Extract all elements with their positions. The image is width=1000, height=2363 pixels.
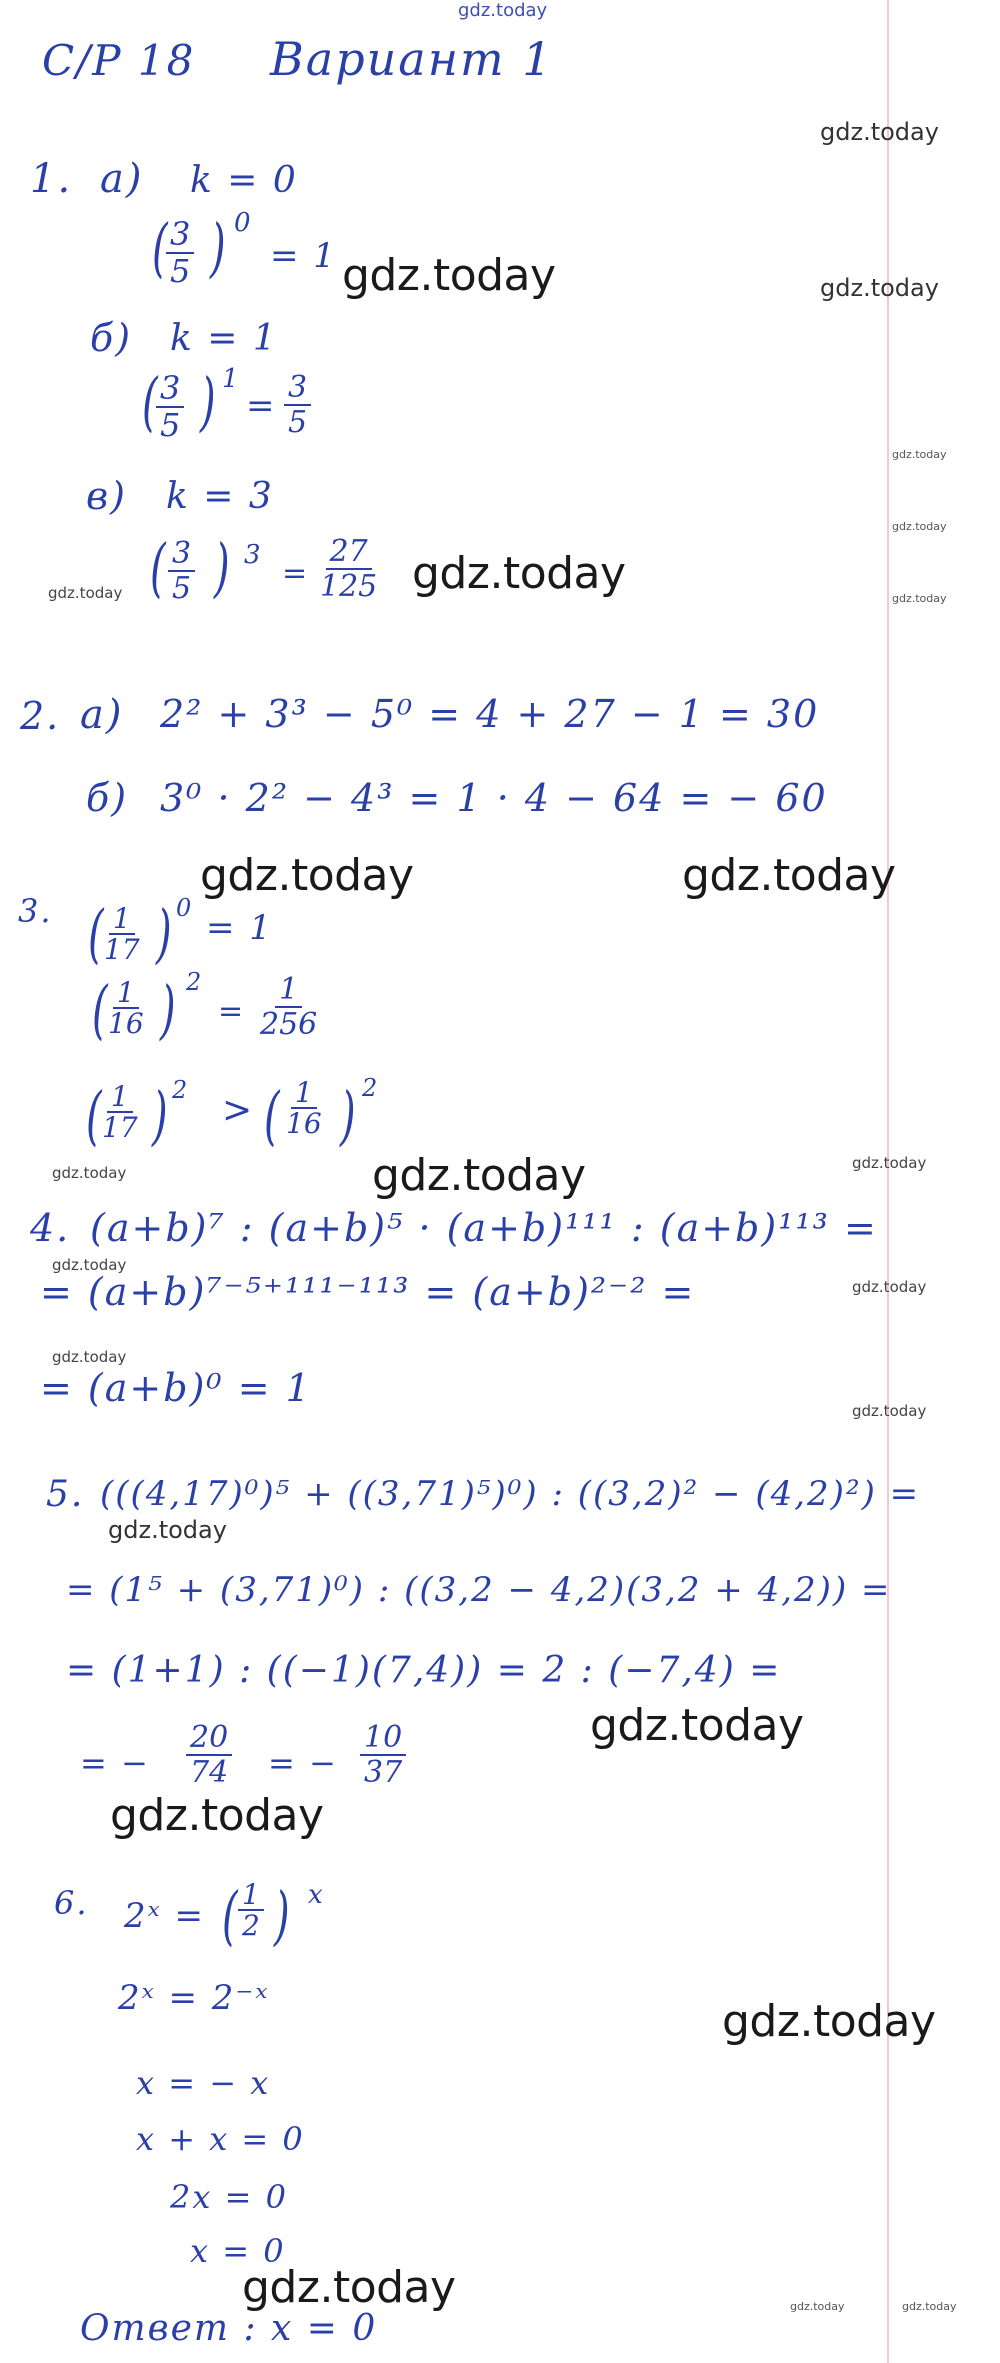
watermark-9: gdz.today xyxy=(200,850,414,901)
task1c-denominator: 5 xyxy=(172,570,192,606)
watermark-6: gdz.today xyxy=(48,584,123,602)
task3-l3-right-exponent: 2 xyxy=(362,1074,378,1102)
watermark-22: gdz.today xyxy=(242,2262,456,2313)
task6-line1-lhs: 2ˣ = xyxy=(124,1896,205,1936)
task1-number: 1. xyxy=(30,156,73,202)
watermark-13: gdz.today xyxy=(852,1154,927,1172)
watermark-top: gdz.today xyxy=(458,0,548,21)
task3-l1-fraction xyxy=(100,904,144,966)
task3-l1-denominator: 17 xyxy=(104,933,140,967)
task6-denominator: 2 xyxy=(242,1909,260,1943)
task1c-paren-open: ( xyxy=(150,532,166,606)
task1b-denominator: 5 xyxy=(160,405,181,444)
task1b-condition: k = 1 xyxy=(170,318,278,359)
task1b-numerator: 3 xyxy=(156,372,184,408)
task5-fraction-1-numerator: 20 xyxy=(186,1722,232,1756)
watermark-20: gdz.today xyxy=(110,1790,324,1841)
task1b-exponent: 1 xyxy=(222,364,239,394)
watermark-15: gdz.today xyxy=(852,1278,927,1296)
task2b-label: б) xyxy=(86,776,129,820)
watermark-7: gdz.today xyxy=(412,548,626,599)
task6-paren-open: ( xyxy=(222,1880,238,1954)
watermark-19: gdz.today xyxy=(590,1700,804,1751)
task5-number: 5. xyxy=(46,1474,85,1515)
task5-eq1: = − xyxy=(80,1744,150,1782)
task2-number: 2. xyxy=(20,694,61,738)
task1b-result-denominator: 5 xyxy=(288,404,308,440)
watermark-14: gdz.today xyxy=(52,1256,127,1274)
task5-line2: = (1⁵ + (3,71)⁰) : ((3,2 − 4,2)(3,2 + 4,2)) = xyxy=(66,1570,892,1610)
watermark-10: gdz.today xyxy=(682,850,896,901)
task4-line1: (a+b)⁷ : (a+b)⁵ · (a+b)¹¹¹ : (a+b)¹¹³ = xyxy=(90,1206,878,1250)
task3-l1-paren-close: ) xyxy=(156,898,172,972)
task1a-paren-open: ( xyxy=(152,212,168,286)
task3-l3-left-denominator: 17 xyxy=(102,1111,138,1145)
task3-l1-result: = 1 xyxy=(206,908,273,948)
task1a-denominator: 5 xyxy=(170,251,191,290)
task1c-exponent: 3 xyxy=(244,540,261,570)
task6-number: 6. xyxy=(54,1884,89,1922)
task1a-exponent: 0 xyxy=(234,208,251,238)
task3-l2-numerator: 1 xyxy=(113,978,139,1009)
task3-l1-numerator: 1 xyxy=(109,904,135,935)
task6-fraction xyxy=(238,1880,264,1942)
task5-line1: (((4,17)⁰)⁵ + ((3,71)⁵)⁰) : ((3,2)² − (4,2)²) = xyxy=(100,1474,921,1514)
watermark-11: gdz.today xyxy=(52,1164,127,1182)
task3-l2-result-denominator: 256 xyxy=(260,1006,318,1042)
task1b-paren-open: ( xyxy=(142,366,158,440)
header-code: C/P 18 xyxy=(42,36,196,85)
task5-fraction-1-denominator: 74 xyxy=(190,1754,229,1790)
task1b-paren-close: ) xyxy=(200,366,216,440)
task3-l3-right-paren-open: ( xyxy=(264,1080,280,1154)
task5-fraction-2-denominator: 37 xyxy=(364,1754,403,1790)
task1c-paren-close: ) xyxy=(214,532,230,606)
watermark-24: gdz.today xyxy=(902,2300,957,2313)
task2b-expression: 3⁰ · 2² − 4³ = 1 · 4 − 64 = − 60 xyxy=(160,776,828,820)
watermark-1: gdz.today xyxy=(342,250,556,301)
task5-fraction-2-numerator: 10 xyxy=(360,1722,406,1756)
task4-line2: = (a+b)⁷⁻⁵⁺¹¹¹⁻¹¹³ = (a+b)²⁻² = xyxy=(40,1270,696,1314)
task5-line3: = (1+1) : ((−1)(7,4)) = 2 : (−7,4) = xyxy=(66,1650,782,1691)
task6-line6: x = 0 xyxy=(190,2232,286,2270)
task3-l2-result-fraction xyxy=(256,974,321,1041)
watermark-4: gdz.today xyxy=(892,448,947,461)
task5-eq2: = − xyxy=(268,1744,338,1782)
watermark-16: gdz.today xyxy=(52,1348,127,1366)
task1a-paren-close: ) xyxy=(210,212,226,286)
watermark-12: gdz.today xyxy=(372,1150,586,1201)
task1a-condition: k = 0 xyxy=(190,160,298,201)
task1c-result-numerator: 27 xyxy=(326,536,372,570)
task3-l3-right-paren-close: ) xyxy=(340,1080,356,1154)
task6-paren-close: ) xyxy=(274,1880,290,1954)
task1b-result-fraction xyxy=(284,372,311,439)
task3-l3-left-numerator: 1 xyxy=(107,1082,133,1113)
task1c-numerator: 3 xyxy=(168,538,195,572)
task3-l3-right-fraction xyxy=(282,1078,326,1140)
task3-l3-left-fraction xyxy=(98,1082,142,1144)
task3-l2-result-numerator: 1 xyxy=(275,974,302,1008)
task1a-fraction xyxy=(166,215,194,290)
task6-line4: x + x = 0 xyxy=(136,2120,305,2158)
task3-l2-exponent: 2 xyxy=(186,968,202,996)
task3-l2-denominator: 16 xyxy=(108,1007,144,1041)
task1a-result: = 1 xyxy=(270,236,337,276)
watermark-17: gdz.today xyxy=(852,1402,927,1420)
task4-number: 4. xyxy=(30,1206,71,1250)
task1b-result-numerator: 3 xyxy=(284,372,311,406)
task5-fraction-1 xyxy=(186,1722,232,1789)
watermark-18: gdz.today xyxy=(108,1516,227,1544)
task1b-equals: = xyxy=(246,386,277,426)
task1a-numerator: 3 xyxy=(166,218,194,254)
task6-line2: 2ˣ = 2⁻ˣ xyxy=(118,1978,270,2018)
task6-line5: 2x = 0 xyxy=(170,2178,288,2216)
task3-l3-sign: > xyxy=(222,1090,255,1131)
task1a-label: а) xyxy=(100,156,144,202)
task2a-expression: 2² + 3³ − 5⁰ = 4 + 27 − 1 = 30 xyxy=(160,692,820,736)
task3-l1-paren-open: ( xyxy=(88,898,104,972)
task6-numerator: 1 xyxy=(238,1880,264,1911)
task3-l2-paren-close: ) xyxy=(160,974,176,1048)
header-variant: Вариант 1 xyxy=(270,32,554,86)
task3-l3-left-exponent: 2 xyxy=(172,1076,188,1104)
task6-line3: x = − x xyxy=(136,2064,271,2102)
task1c-condition: k = 3 xyxy=(166,476,274,517)
task2a-label: а) xyxy=(80,692,124,738)
task3-l1-exponent: 0 xyxy=(176,894,192,922)
watermark-21: gdz.today xyxy=(722,1996,936,2047)
task3-number: 3. xyxy=(18,892,53,930)
task3-l2-fraction xyxy=(104,978,148,1040)
task3-l3-right-numerator: 1 xyxy=(291,1078,317,1109)
task1c-fraction xyxy=(168,538,195,605)
task1c-result-fraction xyxy=(316,536,381,603)
watermark-23: gdz.today xyxy=(790,2300,845,2313)
task3-l2-paren-open: ( xyxy=(92,974,108,1048)
task3-l3-right-denominator: 16 xyxy=(286,1107,322,1141)
watermark-3: gdz.today xyxy=(820,274,939,302)
task1b-fraction xyxy=(156,369,184,444)
task3-l3-left-paren-close: ) xyxy=(152,1080,168,1154)
task1b-label: б) xyxy=(90,316,133,360)
watermark-5: gdz.today xyxy=(892,520,947,533)
task6-answer: Ответ : x = 0 xyxy=(80,2308,378,2349)
task1c-label: в) xyxy=(86,474,127,518)
task5-fraction-2 xyxy=(360,1722,406,1789)
task3-l2-equals: = xyxy=(218,994,246,1029)
task1c-equals: = xyxy=(282,556,310,591)
task3-l3-left-paren-open: ( xyxy=(86,1080,102,1154)
task4-line3: = (a+b)⁰ = 1 xyxy=(40,1366,312,1410)
watermark-8: gdz.today xyxy=(892,592,947,605)
watermark-2: gdz.today xyxy=(820,118,939,146)
task6-exponent: x xyxy=(308,1880,323,1910)
task1c-result-denominator: 125 xyxy=(320,568,378,604)
